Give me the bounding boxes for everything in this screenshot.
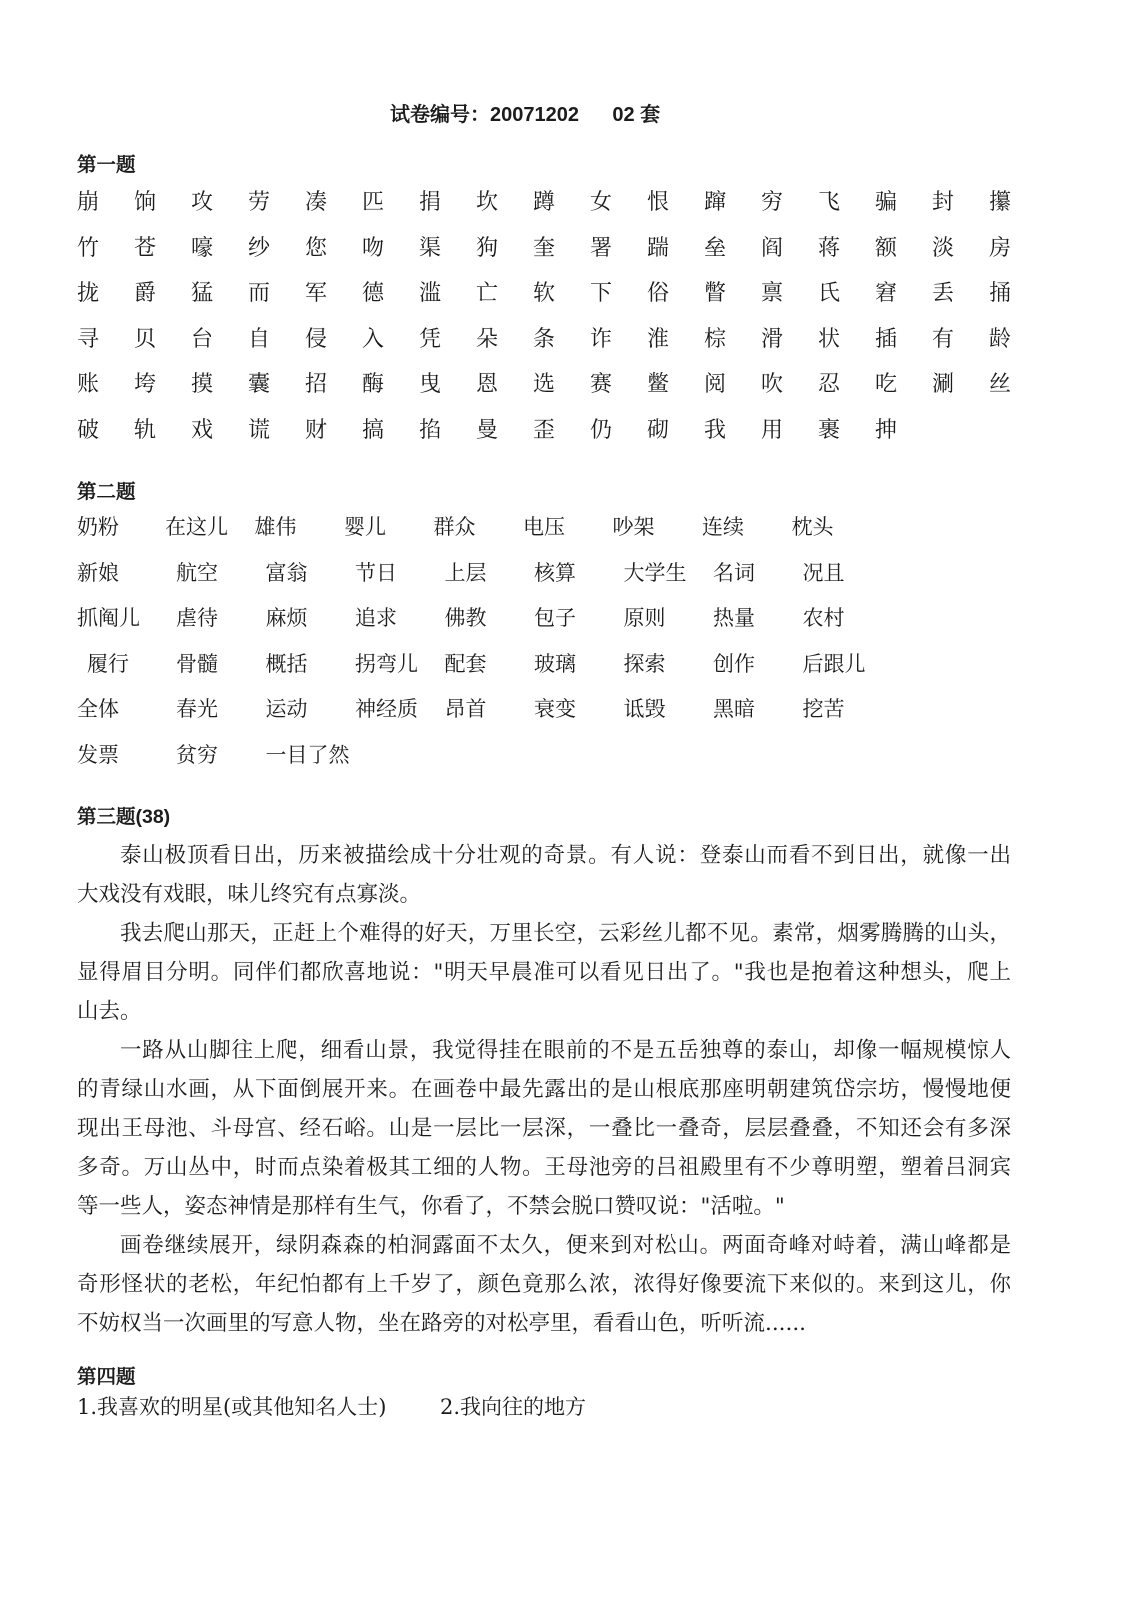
word-cell: 拐弯儿	[355, 651, 418, 676]
topic-item: 2.我向往的地方	[440, 1395, 587, 1419]
word-cell: 麻烦	[265, 606, 308, 631]
char-cell: 穷	[761, 190, 784, 215]
word-cell: 电压	[523, 515, 565, 539]
char-cell: 额	[875, 235, 898, 261]
char-cell: 酶	[362, 372, 385, 398]
char-cell: 歪	[533, 417, 556, 443]
word-cell: 一目了然	[265, 742, 350, 767]
char-cell: 德	[362, 281, 385, 307]
char-cell: 凑	[305, 190, 328, 215]
char-cell: 曼	[476, 417, 499, 443]
passage-paragraph	[77, 836, 1011, 914]
char-cell: 砌	[647, 417, 670, 443]
word-cell: 追求	[355, 606, 397, 631]
word-cell: 枕头	[791, 515, 834, 539]
char-cell: 亡	[476, 281, 499, 307]
char-cell: 棕	[704, 326, 727, 352]
char-cell: 下	[590, 281, 613, 307]
word-cell: 玻璃	[534, 651, 576, 676]
char-cell: 蹿	[704, 190, 727, 215]
single-character-grid	[77, 180, 1046, 454]
word-cell: 骨髓	[176, 651, 218, 676]
passage-line: 山去。	[77, 998, 142, 1024]
word-cell: 抓阄儿	[77, 606, 140, 631]
word-cell: 包子	[534, 606, 576, 631]
word-cell: 连续	[702, 515, 744, 539]
char-cell: 招	[305, 372, 328, 398]
char-cell: 垒	[704, 235, 727, 261]
char-row	[77, 180, 1046, 226]
char-cell: 谎	[248, 417, 271, 443]
char-cell: 阎	[761, 235, 784, 261]
word-row	[77, 687, 892, 733]
char-cell: 蹲	[533, 190, 556, 215]
word-cell: 虐待	[176, 606, 218, 631]
char-cell: 匹	[362, 190, 385, 215]
char-cell: 我	[704, 417, 727, 443]
char-cell: 财	[305, 417, 328, 443]
char-cell: 攥	[989, 190, 1012, 215]
char-cell: 掐	[419, 417, 442, 443]
word-cell: 婴儿	[344, 515, 386, 539]
word-cell: 配套	[444, 651, 487, 676]
passage-line: 画卷继续展开，绿阴森森的柏洞露面不太久，便来到对松山。两面奇峰对峙着，满山峰都是	[120, 1232, 1011, 1258]
word-row	[77, 596, 892, 642]
char-cell: 恩	[476, 372, 499, 398]
char-cell: 军	[305, 281, 328, 307]
char-cell: 鳖	[647, 372, 670, 398]
speaking-topics	[77, 1393, 777, 1421]
char-cell: 诈	[590, 326, 613, 352]
char-cell: 丢	[932, 281, 955, 307]
char-row	[77, 271, 1046, 317]
word-cell: 原则	[623, 606, 666, 631]
char-cell: 骗	[875, 190, 898, 215]
char-cell: 坎	[476, 190, 499, 215]
word-row	[77, 642, 892, 688]
word-cell: 大学生	[623, 560, 687, 585]
word-cell: 后跟儿	[802, 651, 866, 676]
word-cell: 黑暗	[713, 697, 755, 722]
passage-line: 等一些人，姿态神情是那样有生气，你看了，不禁会脱口赞叹说："活啦。"	[77, 1193, 785, 1219]
char-cell: 纱	[248, 235, 271, 261]
topic-item: 1.我喜欢的明星(或其他知名人士)	[77, 1395, 387, 1419]
passage-line: 多奇。万山丛中，时而点染着极其工细的人物。王母池旁的吕祖殿里有不少尊明塑，塑着吕洞宾	[77, 1154, 1011, 1180]
char-cell: 女	[590, 190, 613, 215]
char-cell: 滑	[761, 326, 784, 352]
char-cell: 自	[248, 326, 271, 352]
char-cell: 摸	[191, 372, 214, 398]
char-cell: 俗	[647, 281, 670, 307]
passage-line: 泰山极顶看日出，历来被描绘成十分壮观的奇景。有人说：登泰山而看不到日出，就像一出	[120, 842, 1011, 868]
word-cell: 航空	[176, 560, 218, 585]
passage-line: 现出王母池、斗母宫、经石峪。山是一层比一层深，一叠比一叠奇，层层叠叠，不知还会有多深	[77, 1115, 1011, 1141]
char-row	[77, 317, 1046, 363]
char-cell: 嚎	[191, 235, 214, 261]
char-cell: 房	[989, 235, 1012, 261]
char-cell: 捐	[419, 190, 442, 215]
word-cell: 雄伟	[254, 515, 297, 539]
char-cell: 状	[818, 326, 841, 352]
char-cell: 涮	[932, 372, 955, 398]
word-cell: 节日	[355, 560, 397, 585]
word-cell: 群众	[433, 515, 476, 539]
char-cell: 崩	[77, 190, 100, 215]
char-cell: 破	[77, 417, 100, 443]
passage-line: 的青绿山水画，从下面倒展开来。在画卷中最先露出的是山根底那座明朝建筑岱宗坊，慢慢地便	[77, 1076, 1011, 1102]
char-row	[77, 408, 1046, 454]
char-cell: 捅	[989, 281, 1012, 307]
char-cell: 朵	[476, 326, 499, 352]
word-cell: 运动	[265, 697, 308, 722]
char-cell: 氏	[818, 281, 841, 307]
char-cell: 曳	[419, 372, 442, 398]
char-cell: 攻	[191, 190, 214, 215]
char-cell: 滥	[419, 281, 442, 307]
char-cell: 抻	[875, 417, 898, 443]
char-cell: 用	[761, 417, 784, 443]
char-cell: 猛	[191, 281, 214, 307]
char-cell: 封	[932, 190, 955, 215]
word-cell: 新娘	[77, 560, 119, 585]
word-row	[77, 733, 892, 779]
passage-line: 不妨权当一次画里的写意人物，坐在路旁的对松亭里，看看山色，听听流......	[77, 1310, 807, 1336]
char-cell: 竹	[77, 235, 100, 261]
char-cell: 囊	[248, 372, 271, 398]
char-cell: 账	[77, 372, 100, 398]
word-row	[77, 505, 892, 551]
char-cell: 吹	[761, 372, 784, 398]
char-row	[77, 226, 1046, 272]
char-cell: 飞	[818, 190, 841, 215]
char-cell: 淡	[932, 235, 955, 261]
word-cell: 况且	[802, 560, 845, 585]
char-cell: 拢	[77, 281, 100, 307]
char-cell: 有	[932, 326, 955, 352]
char-cell: 而	[248, 281, 271, 307]
char-cell: 轨	[134, 417, 157, 443]
word-grid	[77, 505, 892, 779]
char-cell: 署	[590, 235, 613, 261]
word-cell: 发票	[77, 742, 119, 767]
char-cell: 您	[305, 235, 328, 261]
word-cell: 名词	[713, 560, 755, 585]
reading-passage	[77, 836, 1011, 1343]
word-row	[77, 551, 892, 597]
word-cell: 上层	[444, 560, 487, 585]
word-cell: 佛教	[444, 606, 487, 631]
char-cell: 侵	[305, 326, 328, 352]
passage-paragraph	[77, 1226, 1011, 1343]
char-cell: 饷	[134, 190, 157, 215]
section-3-heading: 第三题(38)	[77, 806, 171, 828]
word-cell: 春光	[176, 697, 218, 722]
char-cell: 劳	[248, 190, 271, 215]
word-cell: 农村	[802, 606, 845, 631]
char-cell: 阅	[704, 372, 727, 398]
char-cell: 渠	[419, 235, 442, 261]
char-cell: 垮	[134, 372, 157, 398]
char-cell: 戏	[191, 417, 214, 443]
char-cell: 龄	[989, 326, 1012, 352]
char-cell: 忍	[818, 372, 841, 398]
section-1-heading: 第一题	[77, 154, 136, 176]
word-cell: 吵架	[612, 515, 655, 539]
char-cell: 入	[362, 326, 385, 352]
word-cell: 奶粉	[77, 515, 119, 539]
passage-line: 我去爬山那天，正赶上个难得的好天，万里长空，云彩丝儿都不见。素常，烟雾腾腾的山头，	[120, 920, 1011, 946]
char-cell: 搞	[362, 417, 385, 443]
word-cell: 诋毁	[623, 697, 666, 722]
word-cell: 创作	[713, 651, 755, 676]
word-cell: 履行	[87, 651, 129, 676]
section-2-heading: 第二题	[77, 481, 136, 503]
passage-line: 奇形怪状的老松，年纪怕都有上千岁了，颜色竟那么浓，浓得好像要流下来似的。来到这儿，你	[77, 1271, 1011, 1297]
word-cell: 热量	[713, 606, 755, 631]
char-cell: 台	[191, 326, 214, 352]
char-cell: 踹	[647, 235, 670, 261]
char-cell: 赛	[590, 372, 613, 398]
section-4-heading: 第四题	[77, 1366, 136, 1388]
char-cell: 吻	[362, 235, 385, 261]
passage-paragraph	[77, 914, 1011, 1031]
word-cell: 在这儿	[165, 515, 228, 539]
word-cell: 挖苦	[802, 697, 845, 722]
passage-line: 一路从山脚往上爬，细看山景，我觉得挂在眼前的不是五岳独尊的泰山，却像一幅规模惊人	[120, 1037, 1011, 1063]
char-cell: 蒋	[818, 235, 841, 261]
word-cell: 衰变	[534, 697, 576, 722]
word-cell: 神经质	[355, 697, 418, 722]
char-cell: 瞥	[704, 281, 727, 307]
char-cell: 条	[533, 326, 556, 352]
char-cell: 奎	[533, 235, 556, 261]
word-cell: 探索	[623, 651, 666, 676]
char-cell: 凭	[419, 326, 442, 352]
word-cell: 昂首	[444, 697, 487, 722]
char-cell: 选	[533, 372, 556, 398]
char-cell: 裹	[818, 417, 841, 443]
char-cell: 恨	[647, 190, 670, 215]
char-cell: 吃	[875, 372, 898, 398]
char-cell: 寻	[77, 326, 100, 352]
passage-line: 显得眉目分明。同伴们都欣喜地说："明天早晨准可以看见日出了。"我也是抱着这种想头，爬上	[77, 959, 1011, 985]
word-cell: 富翁	[265, 560, 308, 585]
char-cell: 贝	[134, 326, 157, 352]
word-cell: 全体	[77, 697, 119, 722]
word-cell: 核算	[534, 560, 576, 585]
word-cell: 概括	[265, 651, 308, 676]
char-cell: 丝	[989, 372, 1012, 398]
char-cell: 软	[533, 281, 556, 307]
passage-paragraph	[77, 1031, 1011, 1226]
exam-title: 试卷编号：20071202 02 套	[390, 104, 661, 126]
char-cell: 插	[875, 326, 898, 352]
char-cell: 仍	[590, 417, 613, 443]
word-cell: 贫穷	[176, 742, 218, 767]
char-cell: 爵	[134, 281, 157, 307]
passage-line: 大戏没有戏眼，味儿终究有点寡淡。	[77, 881, 422, 907]
char-cell: 禀	[761, 281, 784, 307]
char-row	[77, 362, 1046, 408]
char-cell: 淮	[647, 326, 670, 352]
char-cell: 苍	[134, 235, 157, 261]
char-cell: 狗	[476, 235, 499, 261]
char-cell: 窘	[875, 281, 898, 307]
